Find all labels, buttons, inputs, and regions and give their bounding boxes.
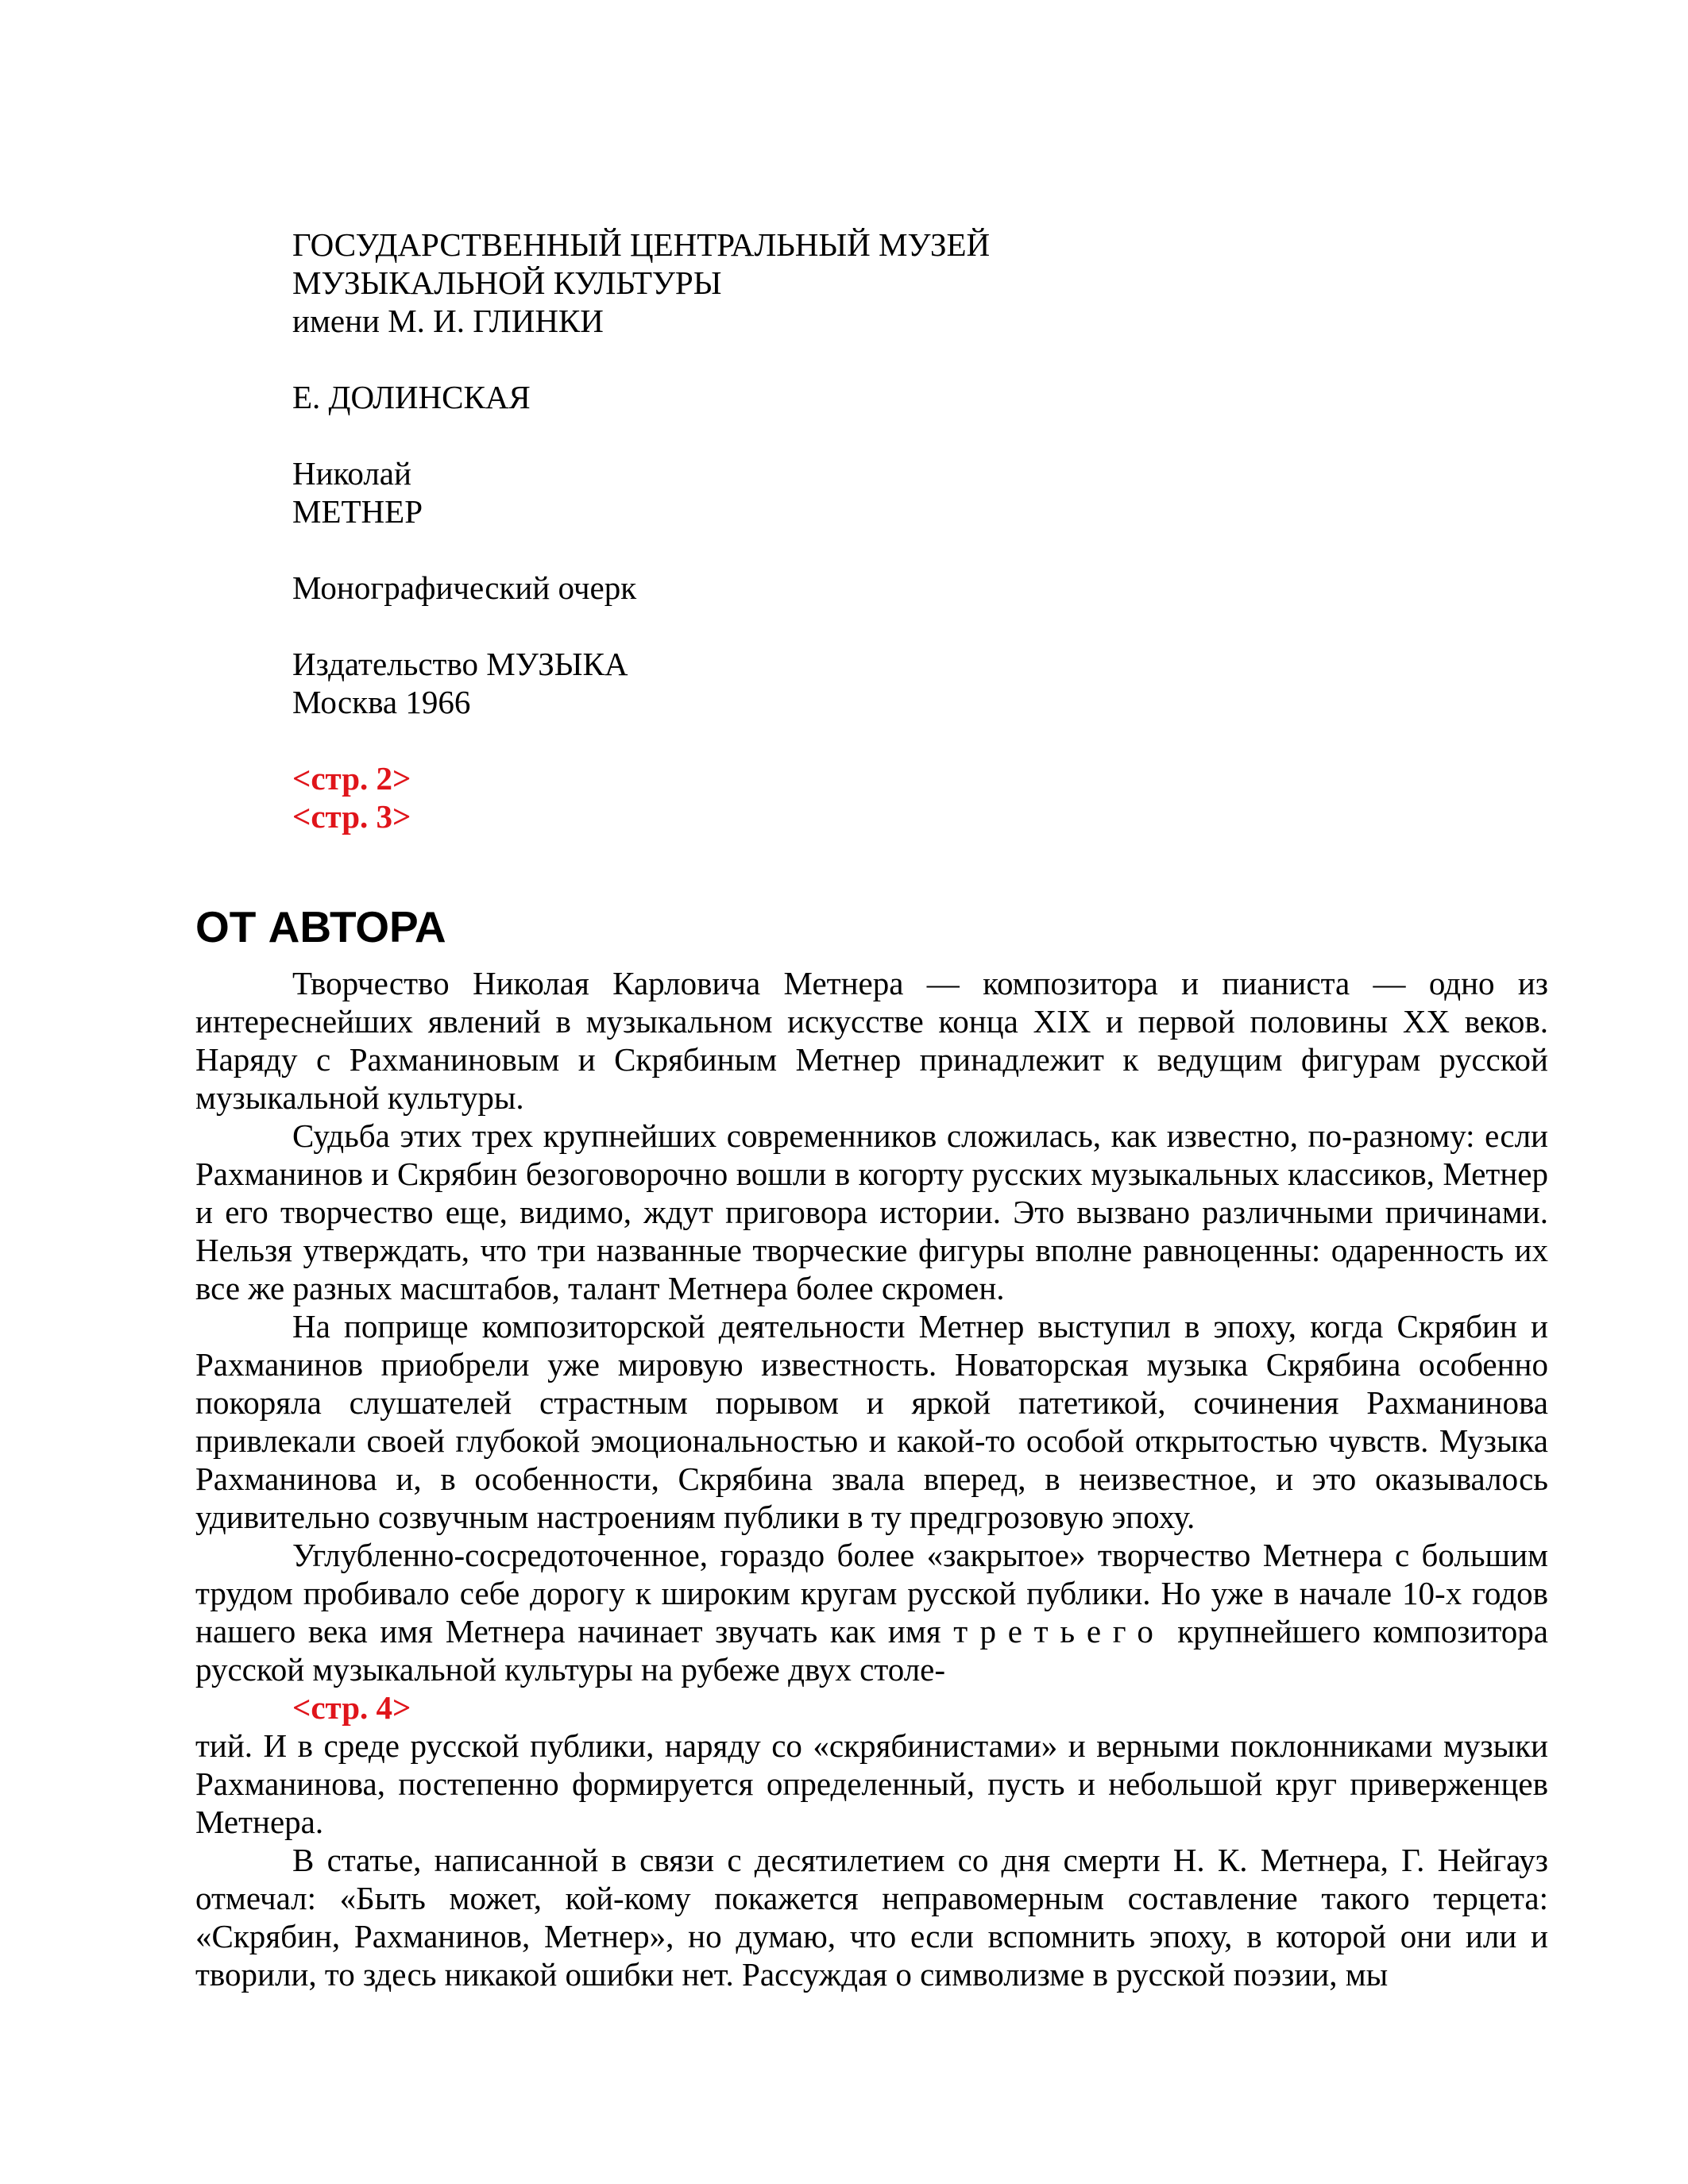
title-block: [292, 226, 1484, 835]
paragraph-text: Углубленно-сосредоточенное, гораздо более «закрытое» творчество Метнера с большим трудом пробивало себе дорогу к широким кругам русской публики. Но уже в начале 10-х годов нашего века имя Метнера начинает звучать как имя: [195, 1537, 1548, 1650]
section-heading: ОТ АВТОРА: [195, 902, 446, 951]
page-marker-line: [195, 1688, 1548, 1727]
paragraph: тий. И в среде русской публики, наряду со «скрябинистами» и верными поклонниками музыки Рахманинова, постепенно формируется определенный, пусть и небольшой круг приверженцев Метнера.: [195, 1727, 1548, 1840]
paragraph: Творчество Николая Карловича Метнера — композитора и пианиста — одно из интереснейших явлений в музыкальном искусстве конца XIX и первой половины XX веков. Наряду с Рахманиновым и Скрябиным Метнер принадлежит к ведущим фигурам русской музыкальной культуры.: [195, 965, 1548, 1116]
page-marker: <стр. 2>: [292, 760, 411, 797]
institution-line-2: МУЗЫКАЛЬНОЙ КУЛЬТУРЫ: [292, 264, 722, 301]
spacer: [292, 416, 1484, 454]
page-marker: <стр. 3>: [292, 798, 411, 835]
paragraph: Судьба этих трех крупнейших современников сложилась, как известно, по-разному: если Рахманинов и Скрябин безоговорочно вошли в когорту русских музыкальных классиков, Метнер и его творчество еще, видимо, ждут приговора истории. Это вызвано различными причинами. Нельзя утверждать, что три названные творческие фигуры вполне равноценны: одаренность их все же разных масштабов, талант Метнера более скромен.: [195, 1117, 1548, 1306]
paragraph: [195, 1536, 1548, 1688]
spaced-emphasis: третьего: [953, 1613, 1165, 1650]
paragraph: На поприще композиторской деятельности Метнер выступил в эпоху, когда Скрябин и Рахманинов приобрели уже мировую известность. Новаторская музыка Скрябина особенно покоряла слушателей страстным порывом и яркой патетикой, сочинения Рахманинова привлекали своей глубокой эмоциональностью и какой-то особой открытостью чувств. Музыка Рахманинова и, в особенности, Скрябина звала вперед, в неизвестное, и это оказывалось удивительно созвучным настроениям публики в ту предгрозовую эпоху.: [195, 1308, 1548, 1535]
spacer: [292, 531, 1484, 569]
book-title-line-2: МЕТНЕР: [292, 493, 423, 530]
section-body: [195, 964, 1548, 1993]
spacer: [292, 721, 1484, 759]
book-subtitle: Монографический очерк: [292, 569, 637, 606]
author-name: Е. ДОЛИНСКАЯ: [292, 379, 531, 415]
institution-line-3: имени М. И. ГЛИНКИ: [292, 303, 604, 339]
institution-line-1: ГОСУДАРСТВЕННЫЙ ЦЕНТРАЛЬНЫЙ МУЗЕЙ: [292, 226, 991, 263]
place-year: Москва 1966: [292, 684, 471, 720]
publisher: Издательство МУЗЫКА: [292, 646, 628, 682]
spacer: [292, 607, 1484, 645]
spacer: [292, 340, 1484, 378]
paragraph-text: крупнейшего композитора русской музыкальной культуры на рубеже двух столе-: [195, 1613, 1548, 1688]
page-marker: <стр. 4>: [292, 1689, 411, 1726]
paragraph: В статье, написанной в связи с десятилетием со дня смерти Н. К. Метнера, Г. Нейгауз отмечал: «Быть может, кой-кому покажется неправомерным составление такого терцета: «Скрябин, Рахманинов, Метнер», но думаю, что если вспомнить эпоху, в которой они или и творили, то здесь никакой ошибки нет. Рассуждая о символизме в русской поэзии, мы: [195, 1842, 1548, 1993]
book-title-line-1: Николай: [292, 455, 411, 492]
